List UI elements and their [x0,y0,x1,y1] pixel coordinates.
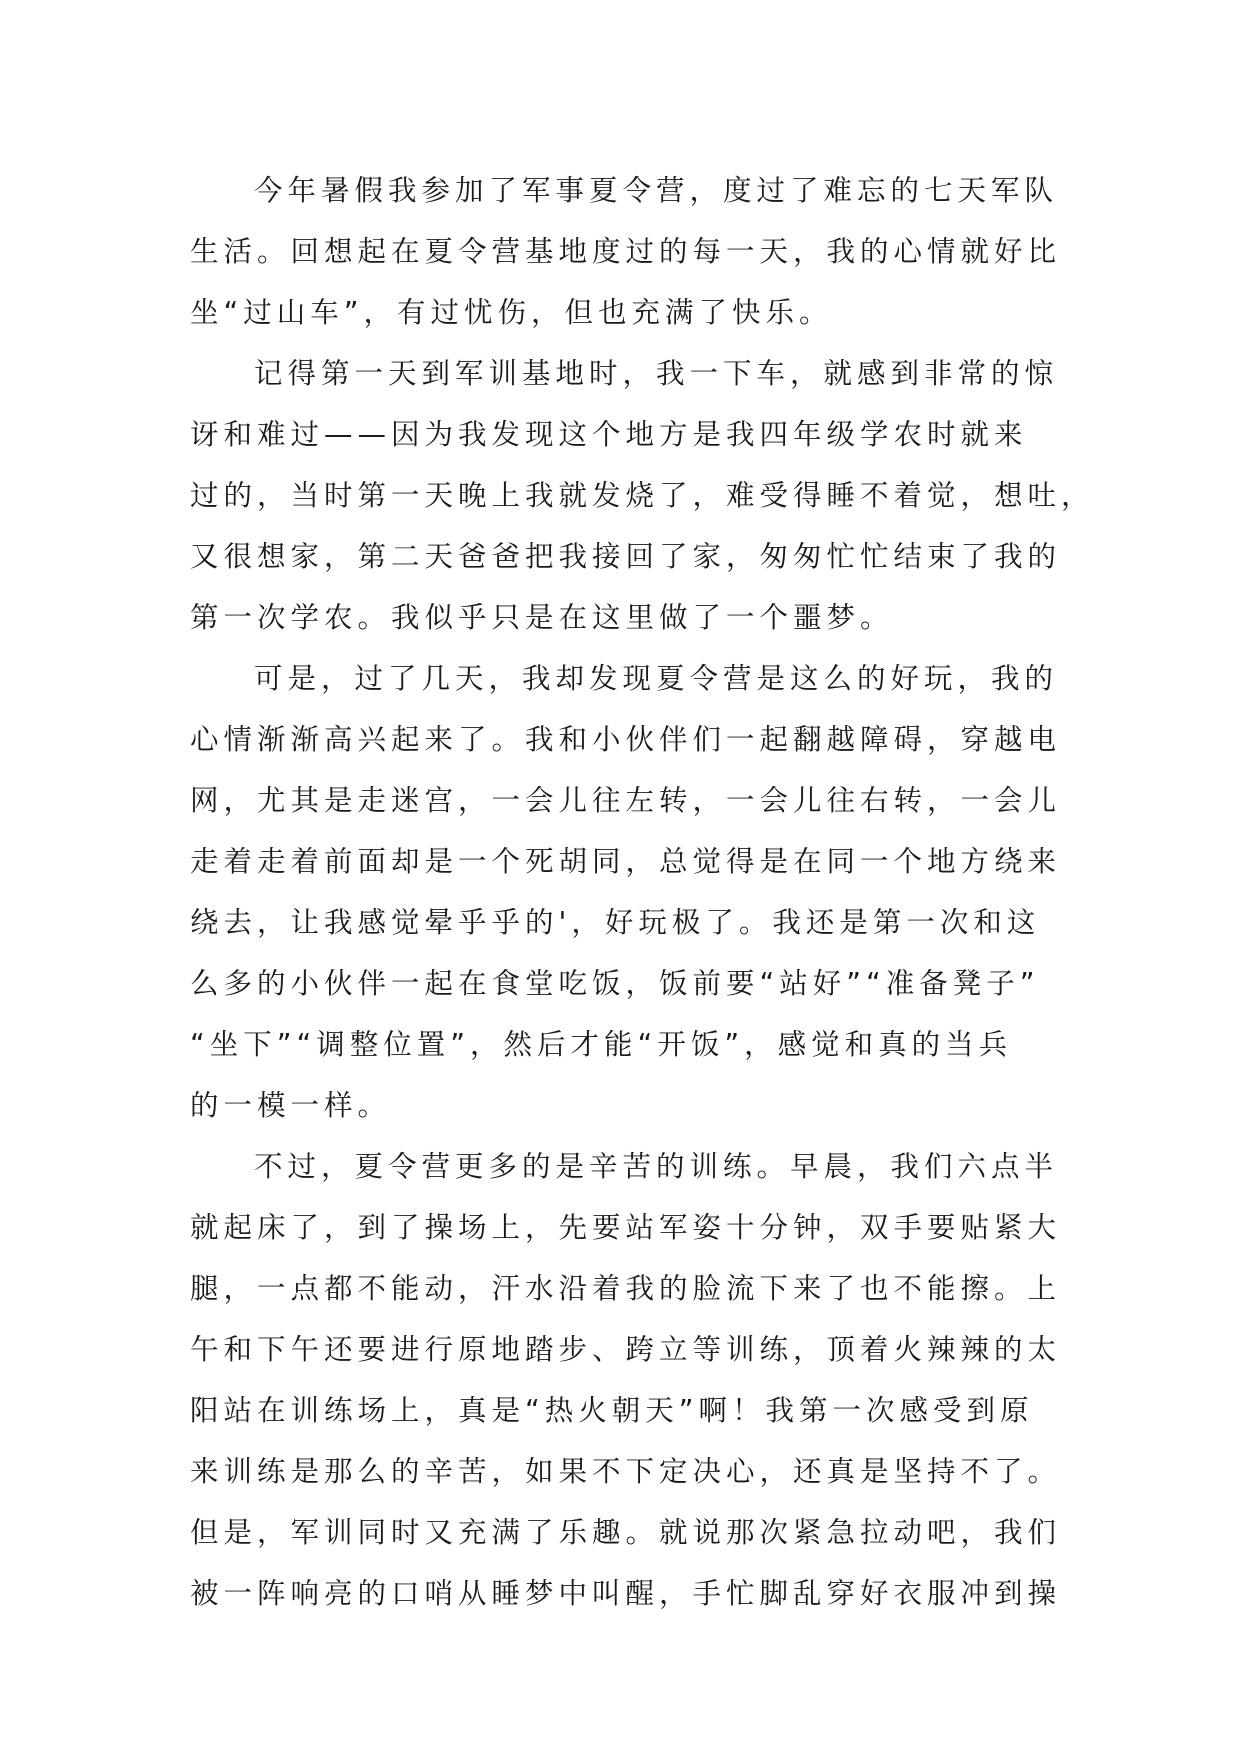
paragraph-3-line-3: 网，尤其是走迷宫，一会儿往左转，一会儿往右转，一会儿 [190,784,1062,817]
paragraph-3-line-1: 可是，过了几天，我却发现夏令营是这么的好玩，我的 [254,662,1059,695]
essay-body [190,160,1095,1624]
paragraph-1-line-1: 今年暑假我参加了军事夏令营，度过了难忘的七天军队 [254,174,1059,207]
paragraph-3-line-5: 绕去，让我感觉晕乎乎的'，好玩极了。我还是第一次和这 [190,906,1041,939]
paragraph-2-line-1: 记得第一天到军训基地时，我一下车，就感到非常的惊 [254,357,1059,390]
paragraph-2-line-3: 过的，当时第一天晚上我就发烧了，难受得睡不着觉，想吐， [190,479,1095,512]
paragraph-2-line-5: 第一次学农。我似乎只是在这里做了一个噩梦。 [190,601,894,634]
paragraph-4-line-2: 就起床了，到了操场上，先要站军姿十分钟，双手要贴紧大 [190,1211,1062,1244]
paragraph-4-line-3: 腿，一点都不能动，汗水沿着我的脸流下来了也不能擦。上 [190,1272,1062,1305]
paragraph-1-line-2: 生活。回想起在夏令营基地度过的每一天，我的心情就好比 [190,235,1062,268]
paragraph-3-line-7: “坐下”“调整位置”，然后才能“开饭”，感觉和真的当兵 [190,1028,1013,1061]
paragraph-4-line-1: 不过，夏令营更多的是辛苦的训练。早晨，我们六点半 [254,1150,1059,1183]
paragraph-2-line-2: 讶和难过——因为我发现这个地方是我四年级学农时就来 [190,418,1028,451]
paragraph-3-line-6: 么多的小伙伴一起在食堂吃饭，饭前要“站好”“准备凳子” [190,967,1040,1000]
paragraph-3-line-2: 心情渐渐高兴起来了。我和小伙伴们一起翻越障碍，穿越电 [190,723,1062,756]
paragraph-3-line-4: 走着走着前面却是一个死胡同，总觉得是在同一个地方绕来 [190,845,1062,878]
paragraph-4-line-4: 午和下午还要进行原地踏步、跨立等训练，顶着火辣辣的太 [190,1333,1062,1366]
paragraph-1-line-3: 坐“过山车”，有过忧伤，但也充满了快乐。 [190,296,833,329]
paragraph-3-line-8: 的一模一样。 [190,1089,392,1122]
paragraph-4-line-8: 被一阵响亮的口哨从睡梦中叫醒，手忙脚乱穿好衣服冲到操 [190,1577,1062,1610]
paragraph-2-line-4: 又很想家，第二天爸爸把我接回了家，匆匆忙忙结束了我的 [190,540,1062,573]
paragraph-4-line-5: 阳站在训练场上，真是“热火朝天”啊！我第一次感受到原 [190,1394,1034,1427]
paragraph-4-line-7: 但是，军训同时又充满了乐趣。就说那次紧急拉动吧，我们 [190,1516,1062,1549]
paragraph-4-line-6: 来训练是那么的辛苦，如果不下定决心，还真是坚持不了。 [190,1455,1062,1488]
